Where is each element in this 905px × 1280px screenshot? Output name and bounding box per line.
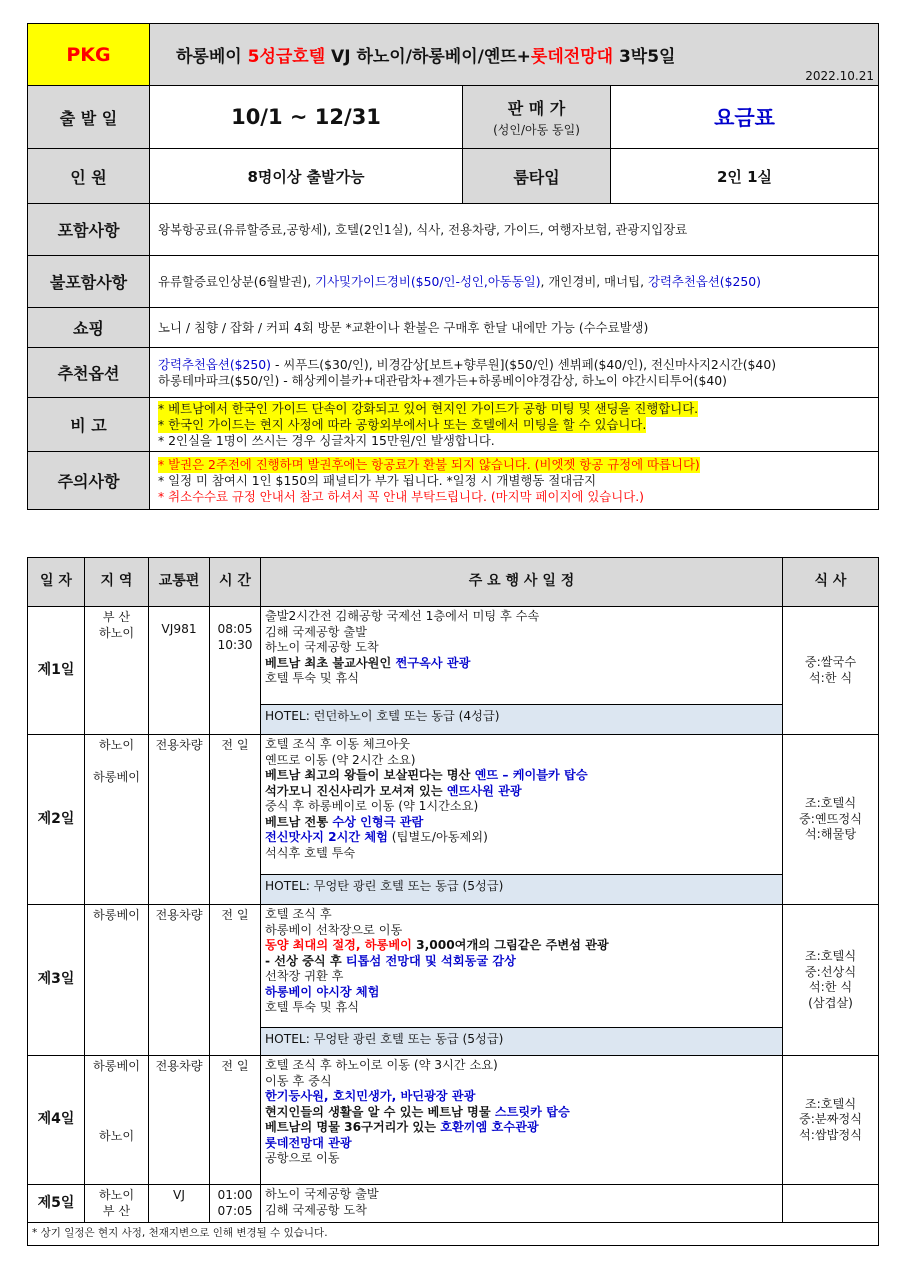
day1-schedule: [261, 607, 783, 705]
shopping-label: 쇼핑: [28, 308, 150, 348]
day2-line-5: 중식 후 하롱베이로 이동 (약 1시간소요): [265, 799, 479, 813]
day5-time-1: 01:00: [217, 1188, 253, 1202]
day2-transport: 전용차량: [149, 735, 210, 905]
day1-line-2: 김해 국제공항 출발: [265, 624, 367, 639]
day2-line-8: 석식후 호텔 투숙: [265, 845, 356, 860]
day3-line-6: 하롱베이 야시장 체험: [265, 984, 380, 999]
day5-transport: VJ: [149, 1185, 210, 1223]
day2-hotel: HOTEL: 무엉탄 광린 호텔 또는 동급 (5성급): [261, 875, 783, 905]
day1-line-4b: 쩐구옥사 관광: [395, 655, 471, 670]
people-label: 인 원: [28, 149, 150, 204]
day1-time: [210, 607, 261, 735]
day3-line-4b: 티톱섬 전망대 및 석회동굴 감상: [345, 953, 516, 968]
header-time: 시 간: [210, 558, 261, 607]
day3-meal-2: 중:선상식: [804, 964, 857, 979]
header-schedule: 주 요 행 사 일 정: [261, 558, 783, 607]
day2-line-1: 호텔 조식 후 이동 체크아웃: [265, 737, 411, 751]
header-meal: 식 사: [783, 558, 879, 607]
day1-label: 제1일: [28, 607, 85, 735]
day4-line-2: 이동 후 중식: [265, 1073, 332, 1088]
day3-line-3b: 3,000여개의 그림같은 주변섬 관광: [411, 938, 609, 952]
day3-transport: 전용차량: [149, 905, 210, 1056]
day3-line-3: [265, 938, 778, 954]
day2-line-4a: 석가모니 진신사리가 모셔져 있는: [265, 783, 447, 798]
day4-region-2: 하노이: [98, 1128, 135, 1143]
day3-line-7: 호텔 투숙 및 휴식: [265, 1000, 360, 1014]
day4-line-7: 공항으로 이동: [265, 1151, 340, 1165]
remark-value: [150, 398, 879, 452]
day3-region: 하롱베이: [85, 905, 149, 1056]
day4-line-5: [265, 1120, 778, 1136]
option-value: [150, 348, 879, 398]
day1-meal-1: 중:쌀국수: [804, 655, 857, 669]
day1-line-3: 하노이 국제공항 도착: [265, 640, 379, 654]
day4-time: 전 일: [210, 1056, 261, 1185]
caution-line-3: * 취소수수료 규정 안내서 참고 하셔서 꼭 안내 부탁드립니다. (마지막 페이지에 있습니다.): [158, 488, 644, 504]
day4-line-5b: 호환끼엠 호수관광: [440, 1120, 539, 1134]
day2-line-4b: 옌뜨사원 관광: [446, 783, 522, 798]
day4-meal-1: 조:호텔식: [804, 1096, 857, 1111]
shopping-value: 노니 / 침향 / 잡화 / 커피 4회 방문 *교환이나 환불은 구매후 한달 내에만 가능 (수수료발생): [150, 308, 879, 348]
day3-time: 전 일: [210, 905, 261, 1056]
day2-line-6: [265, 815, 778, 831]
day2-line-7b: (팁별도/아동제외): [387, 830, 488, 844]
title-mid: VJ 하노이/하롱베이/옌뜨+: [325, 47, 531, 67]
exclude-personal: , 개인경비, 매너팁,: [540, 273, 648, 289]
day5-time-2: 07:05: [217, 1203, 253, 1218]
exclude-fuel: 유류할증료인상분(6월발권),: [158, 273, 316, 289]
day3-schedule: [261, 905, 783, 1028]
day4-region-1: 하롱베이: [92, 1059, 141, 1073]
caution-label: 주의사항: [28, 452, 150, 510]
day1-line-4: [265, 656, 778, 672]
title-suffix: 3박5일: [613, 47, 676, 67]
day4-line-6: 롯데전망대 관광: [265, 1135, 352, 1150]
day2-line-6b: 수상 인형극 관람: [332, 814, 424, 829]
day2-line-3b: 옌뜨 – 케이블카 탑승: [474, 768, 588, 782]
depart-value: 10/1 ~ 12/31: [150, 86, 463, 149]
option-label: 추천옵션: [28, 348, 150, 398]
day2-region-2: 하롱베이: [92, 769, 141, 784]
day3-line-4: [265, 954, 778, 970]
day3-line-2: 하롱베이 선착장으로 이동: [265, 922, 403, 937]
header-region: 지 역: [85, 558, 149, 607]
option-strong: 강력추천옵션($250): [158, 356, 272, 372]
remark-line-1: * 베트남에서 한국인 가이드 단속이 강화되고 있어 현지인 가이드가 공항 미팅 및 샌딩을 진행합니다.: [158, 400, 699, 416]
day1-time-1: 08:05: [217, 622, 253, 636]
day3-meal-1: 조:호텔식: [804, 949, 857, 963]
caution-line-1: * 발권은 2주전에 진행하며 발권후에는 항공료가 환불 되지 않습니다. (비엣젯 항공 규정에 따릅니다): [158, 456, 700, 472]
itinerary-table: [27, 557, 879, 1246]
title-lotte: 롯데전망대: [530, 47, 614, 67]
option-line1: - 씨푸드($30/인), 비경감상[보트+향루원]($50/인) 센뷔페($40/인), 전신마사지2시간($40): [271, 356, 777, 372]
day1-line-4a: 베트남 최초 불교사원인: [265, 655, 396, 670]
day4-meal-2: 중:분짜정식: [799, 1112, 862, 1127]
price-sub: (성인/아동 동일): [493, 123, 580, 137]
day4-line-4: [265, 1105, 778, 1121]
header-transport: 교통편: [149, 558, 210, 607]
day3-meal-3: 석:한 식: [808, 980, 853, 994]
day3-meal-4: (삼겹살): [808, 995, 853, 1010]
day2-line-3a: 베트남 최고의 왕들이 보살핀다는 명산: [265, 768, 475, 782]
day2-line-7: [265, 830, 778, 846]
caution-value: [150, 452, 879, 510]
people-value: 8명이상 출발가능: [150, 149, 463, 204]
day5-region-2: 부 산: [102, 1203, 131, 1218]
day2-meal: [783, 735, 879, 905]
day2-line-3: [265, 768, 778, 784]
day3-hotel: HOTEL: 무엉탄 광린 호텔 또는 동급 (5성급): [261, 1028, 783, 1056]
day2-line-7a: 전신맛사지 2시간 체험: [265, 830, 388, 844]
include-label: 포함사항: [28, 204, 150, 256]
exclude-option: 강력추천옵션($250): [647, 273, 761, 289]
package-title: [150, 24, 879, 86]
depart-label: 출 발 일: [28, 86, 150, 149]
day5-meal: [783, 1185, 879, 1223]
day3-line-1: 호텔 조식 후: [265, 907, 332, 921]
day5-schedule: [261, 1185, 783, 1223]
day4-line-5a: 베트남의 명물 36구거리가 있는: [265, 1120, 441, 1134]
price-label: 판 매 가: [507, 99, 566, 118]
day2-time: 전 일: [210, 735, 261, 905]
day4-meal-3: 석:쌈밥정식: [799, 1127, 862, 1142]
day2-region: [85, 735, 149, 905]
day2-line-4: [265, 784, 778, 800]
day1-hotel: HOTEL: 런던하노이 호텔 또는 동급 (4성급): [261, 705, 783, 735]
day2-region-1: 하노이: [98, 738, 135, 752]
price-label-cell: [463, 86, 611, 149]
exclude-guide-fee: 기사및가이드경비($50/인-성인,아동동일): [315, 273, 541, 289]
day2-line-2: 옌뜨로 이동 (약 2시간 소요): [265, 752, 416, 767]
day2-meal-1: 조:호텔식: [804, 796, 857, 811]
caution-line-2: * 일정 미 참여시 1인 $150의 패널티가 부가 됩니다. *일정 시 개별행동 절대금지: [158, 472, 597, 488]
day1-flight: VJ981: [161, 622, 197, 636]
day3-line-3a: 동양 최대의 절경, 하롱베이: [265, 938, 412, 952]
day5-region: [85, 1185, 149, 1223]
pkg-badge: PKG: [28, 24, 150, 86]
include-value: 왕복항공료(유류할증료,공항세), 호텔(2인1실), 식사, 전용차량, 가이드, 여행자보험, 관광지입장료: [150, 204, 879, 256]
room-value: 2인 1실: [611, 149, 879, 204]
day1-transport: [149, 607, 210, 735]
day4-label: 제4일: [28, 1056, 85, 1185]
day4-line-4b: 스트릿카 탑승: [494, 1104, 570, 1119]
day2-meal-2: 중:옌뜨정식: [799, 811, 862, 826]
day3-label: 제3일: [28, 905, 85, 1056]
itinerary-footnote: * 상기 일정은 현지 사정, 천재지변으로 인해 변경될 수 있습니다.: [28, 1223, 879, 1246]
day1-region-1: 부 산: [102, 610, 131, 624]
title-hotel-grade: 5성급호텔: [247, 47, 326, 67]
day5-line-1: 하노이 국제공항 출발: [265, 1187, 379, 1201]
day1-region: [85, 607, 149, 735]
day5-region-1: 하노이: [98, 1188, 135, 1202]
remark-line-3: * 2인실을 1명이 쓰시는 경우 싱글차지 15만원/인 발생합니다.: [158, 432, 495, 448]
day4-transport: 전용차량: [149, 1056, 210, 1185]
day1-time-2: 10:30: [217, 637, 253, 652]
day2-line-6a: 베트남 전통: [265, 814, 333, 829]
header-day: 일 자: [28, 558, 85, 607]
day3-line-5: 선착장 귀환 후: [265, 969, 344, 983]
day1-region-2: 하노이: [98, 625, 135, 640]
day1-line-5: 호텔 투숙 및 휴식: [265, 671, 360, 685]
day1-line-1: 출발2시간전 김해공항 국제선 1층에서 미팅 후 수속: [265, 609, 540, 623]
day3-meal: [783, 905, 879, 1056]
day1-meal-2: 석:한 식: [808, 670, 853, 685]
day5-label: 제5일: [28, 1185, 85, 1223]
day2-schedule: [261, 735, 783, 875]
day4-line-4a: 현지인들의 생활을 알 수 있는 베트남 명물: [265, 1104, 495, 1119]
title-prefix: 하롱베이: [176, 47, 248, 67]
day4-line-1: 호텔 조식 후 하노이로 이동 (약 3시간 소요): [265, 1058, 498, 1072]
day4-meal: [783, 1056, 879, 1185]
document-date: 2022.10.21: [805, 69, 874, 83]
day2-label: 제2일: [28, 735, 85, 905]
remark-line-2: * 한국인 가이드는 현지 사정에 따라 공항외부에서나 또는 호텔에서 미팅을 할 수 있습니다.: [158, 416, 647, 432]
exclude-value: [150, 256, 879, 308]
day4-region: [85, 1056, 149, 1185]
remark-label: 비 고: [28, 398, 150, 452]
day3-line-4a: - 선상 중식 후: [265, 953, 346, 968]
day5-line-2: 김해 국제공항 도착: [265, 1202, 367, 1217]
package-info-table: [27, 23, 879, 510]
day2-meal-3: 석:해물탕: [804, 827, 857, 842]
option-line2: 하롱테마파크($50/인) - 해상케이블카+대관람차+젠가든+하롱베이야경감상, 하노이 야간시티투어($40): [158, 372, 727, 388]
day5-time: [210, 1185, 261, 1223]
day4-line-3: 한기둥사원, 호치민생가, 바딘광장 관광: [265, 1089, 476, 1103]
day1-meal: [783, 607, 879, 735]
day4-schedule: [261, 1056, 783, 1185]
exclude-label: 불포함사항: [28, 256, 150, 308]
price-value: 요금표: [611, 86, 879, 149]
room-label: 룸타입: [463, 149, 611, 204]
